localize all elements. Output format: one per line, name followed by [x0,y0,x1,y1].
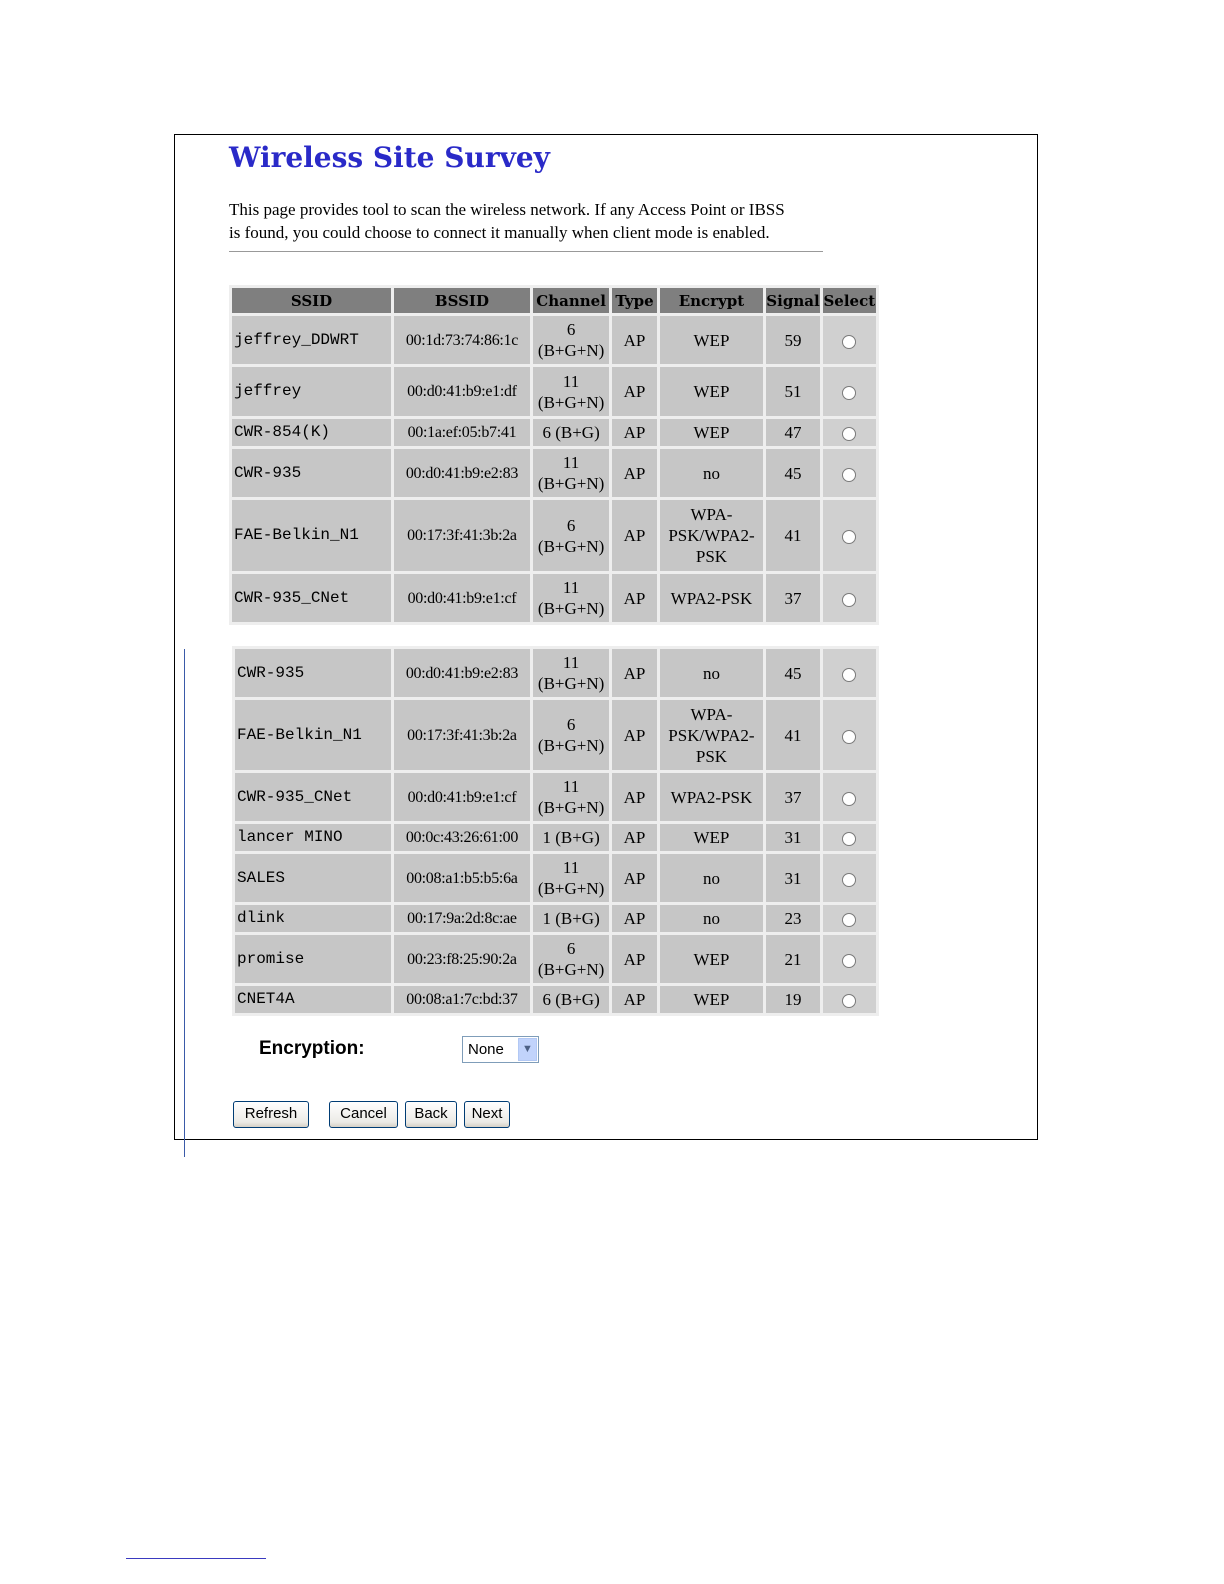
bssid-cell: 00:08:a1:b5:b5:6a [394,854,530,902]
encrypt-cell [660,700,764,770]
bssid-cell: 00:08:a1:7c:bd:37 [394,986,530,1013]
select-cell [823,854,876,902]
table-row [235,649,876,697]
bssid-cell: 00:d0:41:b9:e1:cf [394,773,530,821]
select-radio[interactable] [842,386,856,400]
select-cell [823,500,876,571]
signal-cell: 51 [766,367,819,416]
type-cell: AP [612,449,656,497]
channel-cell [533,500,609,571]
table-row [235,773,876,821]
select-radio[interactable] [842,427,856,441]
bssid-cell: 00:1d:73:74:86:1c [394,316,530,364]
bssid-cell: 00:17:3f:41:3b:2a [394,700,530,770]
channel-cell [533,854,609,902]
description-line-1: This page provides tool to scan the wireless network. If any Access Point or IBSS [229,200,785,219]
type-cell: AP [612,773,656,821]
encrypt-line-1: no [702,909,720,928]
select-radio[interactable] [842,730,856,744]
ssid-cell: promise [235,935,391,983]
ssid-cell: dlink [235,905,391,932]
ssid-cell: jeffrey [232,367,391,416]
select-cell [823,419,876,446]
column-header-encrypt: Encrypt [660,288,764,313]
channel-cell [533,986,609,1013]
channel-cell [533,316,609,364]
site-survey-table-continued [232,646,879,1016]
encrypt-line-1: WEP [693,828,730,847]
signal-cell: 37 [766,574,819,622]
channel-mode: (B+G+N) [537,960,605,979]
table-row [232,367,876,416]
bssid-cell: 00:17:3f:41:3b:2a [394,500,530,571]
encrypt-cell [660,367,764,416]
title-divider [229,251,823,252]
page-title: Wireless Site Survey [229,141,550,174]
back-button[interactable]: Back [405,1101,457,1128]
channel-number: 11 [562,777,580,796]
channel-number: 6 [566,715,576,734]
type-cell: AP [612,935,656,983]
cancel-button[interactable]: Cancel [329,1101,398,1128]
encrypt-cell [660,905,764,932]
channel-cell [533,773,609,821]
encrypt-line-1: no [702,663,720,683]
signal-cell: 59 [766,316,819,364]
table-row [235,700,876,770]
encrypt-line-1: WPA- [690,505,733,524]
table-row [235,905,876,932]
select-cell [823,773,876,821]
encrypt-cell [660,500,764,571]
bssid-cell: 00:d0:41:b9:e2:83 [394,449,530,497]
encryption-select[interactable] [462,1036,539,1063]
select-cell [823,449,876,497]
ssid-cell: CWR-935_CNet [232,574,391,622]
page-frame [174,134,1038,1140]
table-row [232,500,876,571]
signal-cell: 31 [766,854,819,902]
channel-mode: (B+G+N) [537,599,605,618]
channel-cell [533,449,609,497]
encrypt-line-3: PSK [695,547,728,566]
type-cell: AP [612,649,656,697]
encrypt-line-1: WEP [693,382,730,401]
channel-cell [533,700,609,770]
signal-cell: 31 [766,824,819,851]
encryption-label: Encryption: [259,1038,365,1059]
encrypt-cell [660,773,764,821]
channel-number: 11 [562,371,580,391]
encrypt-cell [660,986,764,1013]
type-cell: AP [612,700,656,770]
type-cell: AP [612,574,656,622]
type-cell: AP [612,316,656,364]
bssid-cell: 00:d0:41:b9:e1:cf [394,574,530,622]
table-row [235,824,876,851]
select-cell [823,905,876,932]
chevron-down-icon[interactable]: ▼ [518,1038,537,1061]
table-row [235,854,876,902]
channel-number: 1 (B+G) [542,828,600,847]
encrypt-line-1: WEP [693,423,730,442]
table-row [232,449,876,497]
channel-number: 6 [566,515,576,535]
encrypt-cell [660,449,764,497]
select-radio[interactable] [842,530,856,544]
ssid-cell: FAE-Belkin_N1 [232,500,391,571]
select-radio[interactable] [842,954,856,968]
channel-number: 6 (B+G) [542,990,600,1009]
ssid-cell: SALES [235,854,391,902]
channel-cell [533,905,609,932]
channel-mode: (B+G+N) [537,392,605,412]
encrypt-line-1: no [702,868,720,888]
column-header-type: Type [612,288,656,313]
select-cell [823,649,876,697]
channel-number: 11 [562,653,580,672]
channel-mode: (B+G+N) [537,736,605,755]
signal-cell: 37 [766,773,819,821]
channel-number: 6 (B+G) [542,423,600,442]
select-radio[interactable] [842,873,856,887]
encrypt-line-2: PSK/WPA2- [668,725,755,745]
encrypt-line-1: WEP [693,990,730,1009]
channel-cell [533,824,609,851]
channel-mode: (B+G+N) [537,341,605,360]
type-cell: AP [612,824,656,851]
ssid-cell: jeffrey_DDWRT [232,316,391,364]
left-margin-line [184,649,185,1157]
encrypt-cell [660,824,764,851]
ssid-cell: CWR-935 [235,649,391,697]
table-header-row [232,288,876,313]
encrypt-cell [660,935,764,983]
channel-number: 6 [566,939,576,958]
type-cell: AP [612,905,656,932]
select-cell [823,824,876,851]
encrypt-line-1: WEP [693,949,730,969]
encrypt-line-3: PSK [695,746,728,766]
footnote-separator [126,1558,266,1559]
ssid-cell: CWR-935 [232,449,391,497]
table-row [235,935,876,983]
column-header-channel: Channel [533,288,609,313]
table-row [232,316,876,364]
channel-number: 11 [562,858,580,877]
channel-mode: (B+G+N) [537,879,605,898]
bssid-cell: 00:0c:43:26:61:00 [394,824,530,851]
table-row [235,986,876,1013]
column-header-bssid: BSSID [394,288,530,313]
select-cell [823,316,876,364]
type-cell: AP [612,367,656,416]
ssid-cell: CWR-854(K) [232,419,391,446]
channel-cell [533,649,609,697]
select-radio[interactable] [842,792,856,806]
encrypt-line-1: WPA- [690,704,733,724]
table-row [232,574,876,622]
encrypt-line-1: WPA2-PSK [670,787,753,807]
select-radio[interactable] [842,994,856,1008]
table-row [232,419,876,446]
select-cell [823,986,876,1013]
column-header-select: Select [823,288,876,313]
type-cell: AP [612,419,656,446]
channel-number: 6 [566,320,576,339]
select-radio[interactable] [842,468,856,482]
ssid-cell: FAE-Belkin_N1 [235,700,391,770]
channel-mode: (B+G+N) [537,674,605,693]
channel-cell [533,935,609,983]
column-header-signal: Signal [766,288,819,313]
channel-mode: (B+G+N) [537,798,605,817]
bssid-cell: 00:23:f8:25:90:2a [394,935,530,983]
bssid-cell: 00:1a:ef:05:b7:41 [394,419,530,446]
encrypt-cell [660,316,764,364]
signal-cell: 45 [766,649,819,697]
signal-cell: 21 [766,935,819,983]
select-radio[interactable] [842,913,856,927]
ssid-cell: CWR-935_CNet [235,773,391,821]
channel-number: 11 [562,578,580,597]
page-description [229,198,824,244]
encryption-selected-value: None [468,1041,504,1058]
signal-cell: 47 [766,419,819,446]
encrypt-line-1: WEP [693,330,730,350]
bssid-cell: 00:17:9a:2d:8c:ae [394,905,530,932]
signal-cell: 41 [766,500,819,571]
encrypt-cell [660,649,764,697]
column-header-ssid: SSID [232,288,391,313]
table-body-top [232,316,876,622]
signal-cell: 23 [766,905,819,932]
encrypt-cell [660,854,764,902]
encrypt-cell [660,419,764,446]
select-radio[interactable] [842,335,856,349]
channel-mode: (B+G+N) [537,536,605,556]
signal-cell: 45 [766,449,819,497]
next-button[interactable]: Next [464,1101,510,1128]
refresh-button[interactable]: Refresh [233,1101,309,1128]
table-body-bottom [235,649,876,1013]
select-cell [823,367,876,416]
channel-cell [533,419,609,446]
bssid-cell: 00:d0:41:b9:e2:83 [394,649,530,697]
channel-number: 1 (B+G) [542,909,600,928]
signal-cell: 41 [766,700,819,770]
encrypt-cell [660,574,764,622]
site-survey-table [229,285,879,625]
encrypt-line-1: no [702,463,720,483]
select-radio[interactable] [842,668,856,682]
encrypt-line-1: WPA2-PSK [670,588,753,608]
select-cell [823,700,876,770]
bssid-cell: 00:d0:41:b9:e1:df [394,367,530,416]
signal-cell: 19 [766,986,819,1013]
type-cell: AP [612,986,656,1013]
description-line-2: is found, you could choose to connect it manually when client mode is enabled. [229,223,770,242]
channel-number: 11 [562,453,580,472]
select-cell [823,935,876,983]
encrypt-line-2: PSK/WPA2- [668,526,755,545]
select-radio[interactable] [842,593,856,607]
channel-cell [533,574,609,622]
ssid-cell: CNET4A [235,986,391,1013]
channel-mode: (B+G+N) [537,474,605,493]
type-cell: AP [612,500,656,571]
select-radio[interactable] [842,832,856,846]
channel-cell [533,367,609,416]
ssid-cell: lancer MINO [235,824,391,851]
type-cell: AP [612,854,656,902]
select-cell [823,574,876,622]
